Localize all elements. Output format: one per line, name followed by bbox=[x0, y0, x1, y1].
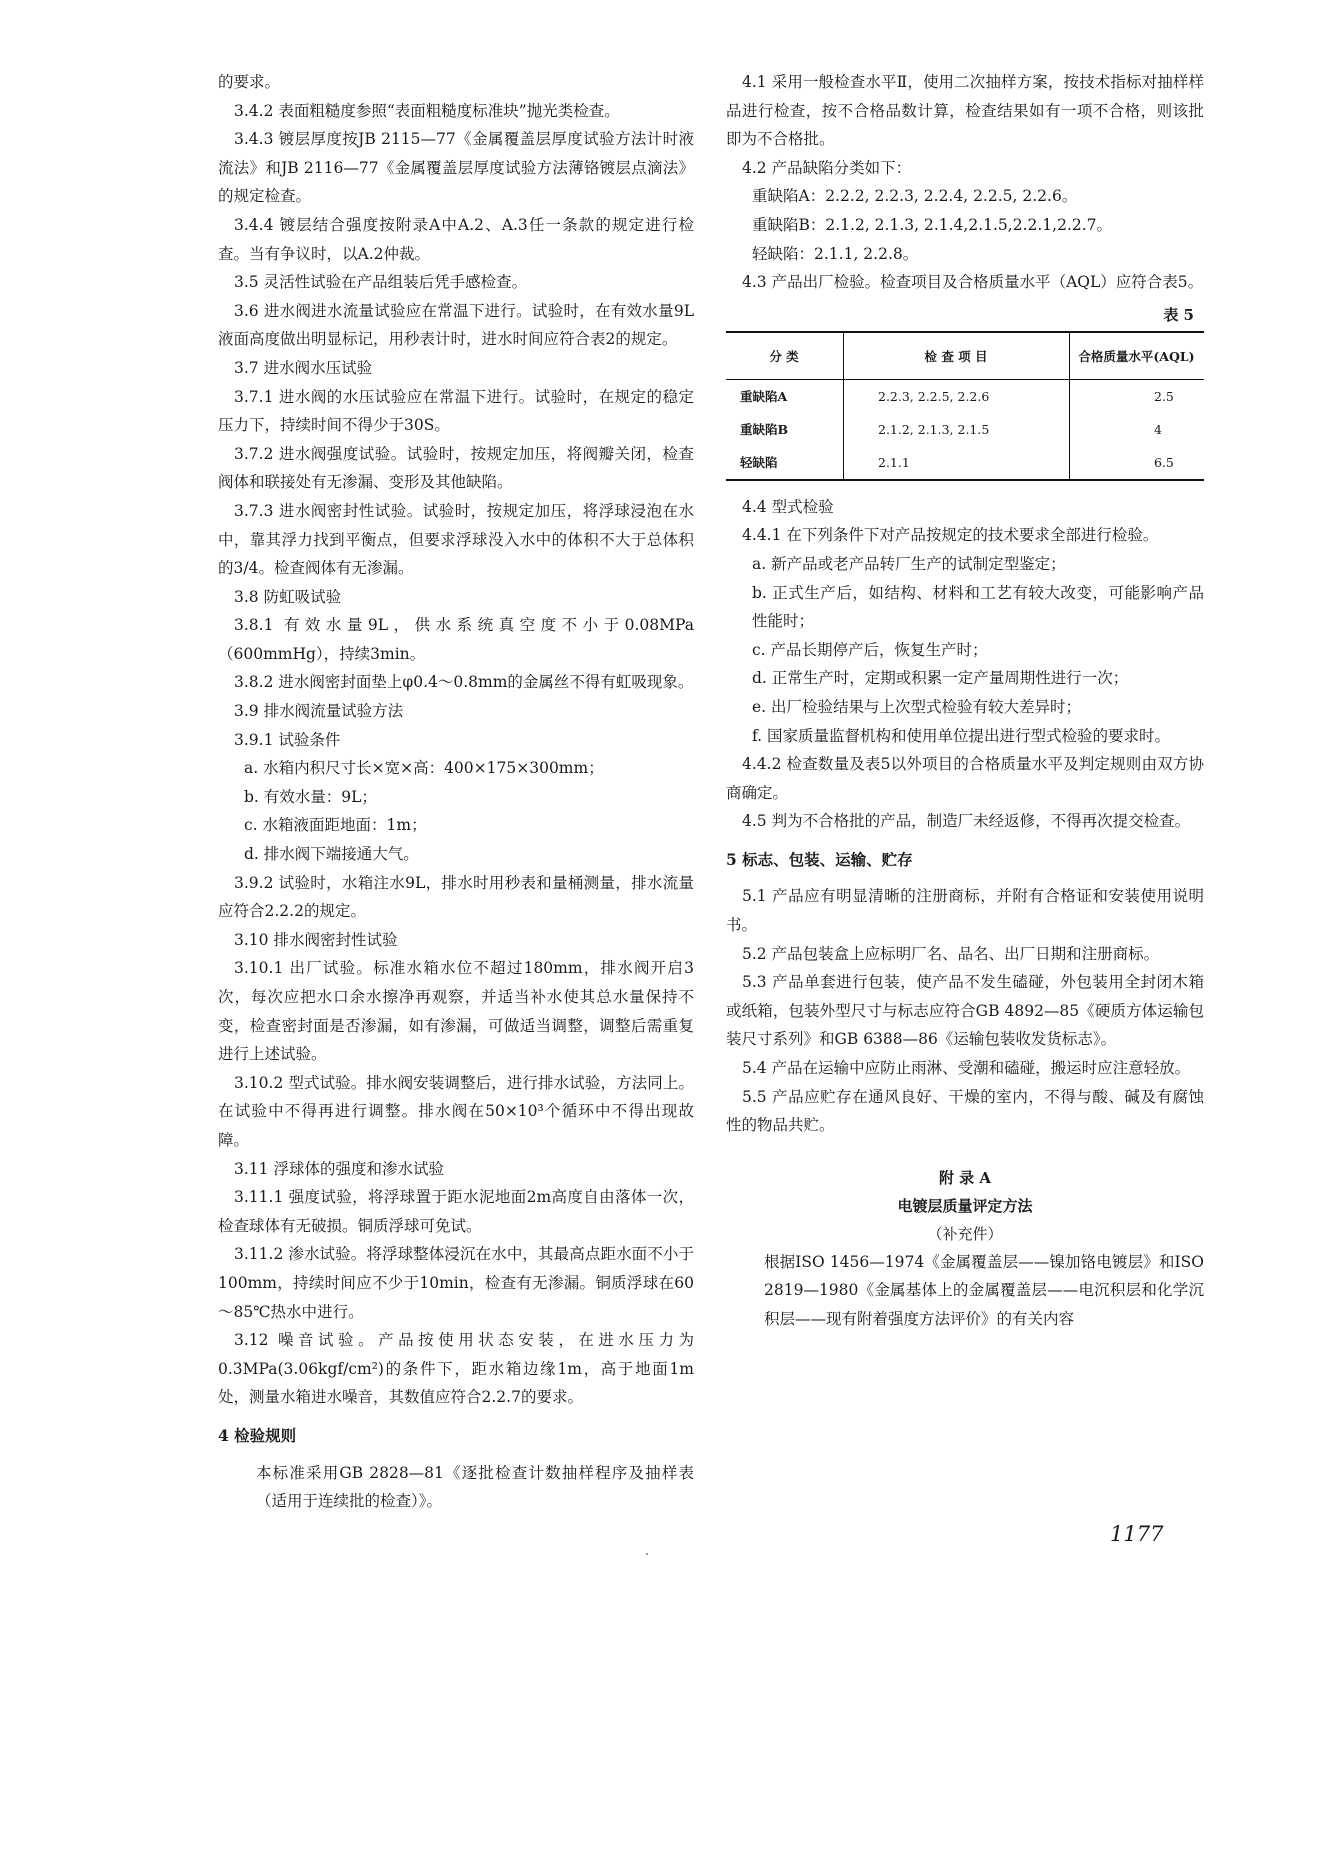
paragraph: 3.9.1 试验条件 bbox=[234, 730, 341, 749]
appendix-body: 根据ISO 1456—1974《金属覆盖层——镍加铬电镀层》和ISO 2819—1980《金属基体上的金属覆盖层——电沉积层和化学沉积层——现有附着强度方法评价》的有关内容 bbox=[764, 1252, 1204, 1328]
paragraph: 5.5 产品应贮存在通风良好、干燥的室内，不得与酸、碱及有腐蚀性的物品共贮。 bbox=[726, 1087, 1204, 1135]
table-cell: 6.5 bbox=[1070, 446, 1205, 480]
paragraph: 3.8.1 有效水量9L，供水系统真空度不小于0.08MPa（600mmHg），持续3min。 bbox=[218, 616, 694, 663]
paragraph: f. 国家质量监督机构和使用单位提出进行型式检验的要求时。 bbox=[752, 726, 1171, 745]
paragraph: 3.10.2 型式试验。排水阀安装调整后，进行排水试验，方法同上。在试验中不得再进行调整。排水阀在50×10³个循环中不得出现故障。 bbox=[218, 1073, 694, 1149]
paragraph: a. 新产品或老产品转厂生产的试制定型鉴定； bbox=[752, 554, 1066, 573]
table-row bbox=[726, 413, 1204, 446]
appendix-subtitle: （补充件） bbox=[927, 1224, 1003, 1243]
paragraph: b. 正式生产后，如结构、材料和工艺有较大改变，可能影响产品性能时； bbox=[752, 583, 1204, 631]
paragraph: 3.9 排水阀流量试验方法 bbox=[234, 702, 404, 721]
section-heading: 5 标志、包装、运输、贮存 bbox=[726, 849, 913, 869]
scan-speck bbox=[646, 1553, 648, 1555]
table-row bbox=[726, 446, 1204, 480]
paragraph: 3.11 浮球体的强度和渗水试验 bbox=[234, 1159, 444, 1178]
paragraph: 5.4 产品在运输中应防止雨淋、受潮和磕碰，搬运时应注意轻放。 bbox=[742, 1059, 1191, 1078]
table5 bbox=[726, 331, 1204, 481]
paragraph: 3.6 进水阀进水流量试验应在常温下进行。试验时，在有效水量9L液面高度做出明显标记，用秒表计时，进水时间应符合表2的规定。 bbox=[218, 301, 694, 349]
table5-caption: 表 5 bbox=[1163, 305, 1194, 324]
paragraph: 3.11.1 强度试验，将浮球置于距水泥地面2m高度自由落体一次，检查球体有无破损。铜质浮球可免试。 bbox=[218, 1188, 694, 1235]
left-column bbox=[218, 68, 694, 1516]
paragraph: 4.5 判为不合格批的产品，制造厂未经返修，不得再次提交检查。 bbox=[742, 812, 1191, 831]
table-cell: 重缺陷B bbox=[726, 413, 844, 446]
paragraph: 重缺陷B：2.1.2, 2.1.3, 2.1.4,2.1.5,2.2.1,2.2.7。 bbox=[752, 215, 1113, 234]
paragraph: 3.7 进水阀水压试验 bbox=[234, 358, 373, 377]
table-header-cell: 检 查 项 目 bbox=[844, 332, 1070, 380]
right-column bbox=[726, 68, 1204, 1334]
table-cell: 2.1.1 bbox=[844, 446, 1070, 480]
paragraph: 重缺陷A：2.2.2, 2.2.3, 2.2.4, 2.2.5, 2.2.6。 bbox=[752, 187, 1078, 206]
paragraph: a. 水箱内积尺寸长×宽×高：400×175×300mm； bbox=[244, 759, 604, 778]
paragraph: 3.4.2 表面粗糙度参照“表面粗糙度标准块”抛光类检查。 bbox=[234, 101, 620, 120]
appendix-title: 电镀层质量评定方法 bbox=[897, 1196, 1033, 1215]
appendix-label: 附 录 A bbox=[938, 1168, 992, 1187]
table-cell: 4 bbox=[1154, 421, 1162, 437]
paragraph: 3.5 灵活性试验在产品组装后凭手感检查。 bbox=[234, 273, 528, 292]
table-header-cell: 分 类 bbox=[726, 332, 844, 380]
paragraph: 3.7.1 进水阀的水压试验应在常温下进行。试验时，在规定的稳定压力下，持续时间不得少于30S。 bbox=[218, 387, 694, 435]
table-cell: 2.5 bbox=[1154, 388, 1174, 404]
paragraph: 轻缺陷：2.1.1, 2.2.8。 bbox=[752, 244, 919, 263]
table-cell: 2.1.2, 2.1.3, 2.1.5 bbox=[844, 413, 1070, 446]
table-header-cell: 合格质量水平(AQL) bbox=[1070, 332, 1205, 380]
page-number: 1177 bbox=[1110, 1522, 1164, 1546]
paragraph: 5.1 产品应有明显清晰的注册商标，并附有合格证和安装使用说明书。 bbox=[726, 887, 1204, 935]
table-row bbox=[726, 379, 1204, 413]
paragraph: 3.8 防虹吸试验 bbox=[234, 587, 342, 606]
paragraph: d. 排水阀下端接通大气。 bbox=[244, 845, 419, 864]
table-cell: 2.2.3, 2.2.5, 2.2.6 bbox=[844, 379, 1070, 413]
paragraph: 3.8.2 进水阀密封面垫上φ0.4～0.8mm的金属丝不得有虹吸现象。 bbox=[234, 673, 694, 692]
paragraph: 4.4.1 在下列条件下对产品按规定的技术要求全部进行检验。 bbox=[742, 526, 1159, 545]
paragraph: 5.2 产品包装盒上应标明厂名、品名、出厂日期和注册商标。 bbox=[742, 944, 1160, 963]
paragraph: c. 产品长期停产后，恢复生产时； bbox=[752, 640, 988, 659]
paragraph: 4.3 产品出厂检验。检查项目及合格质量水平（AQL）应符合表5。 bbox=[742, 273, 1204, 292]
paragraph: 4.1 采用一般检查水平Ⅱ，使用二次抽样方案，按技术指标对抽样样品进行检查，按不合格品数计算，检查结果如有一项不合格，则该批即为不合格批。 bbox=[726, 73, 1204, 149]
right-column-bottom bbox=[726, 493, 1204, 1140]
paragraph: 5.3 产品单套进行包装，使产品不发生磕碰，外包装用全封闭木箱或纸箱，包装外型尺寸与标志应符合GB 4892—85《硬质方体运输包装尺寸系列》和GB 6388—86《运输包装收发货标志》。 bbox=[726, 973, 1204, 1049]
paragraph: 3.4.3 镀层厚度按JB 2115—77《金属覆盖层厚度试验方法计时液流法》和JB 2116—77《金属覆盖层厚度试验方法薄铬镀层点滴法》的规定检查。 bbox=[218, 130, 694, 206]
table-cell: 轻缺陷 bbox=[726, 446, 844, 480]
paragraph: 4.4 型式检验 bbox=[742, 497, 834, 516]
paragraph: 3.11.2 渗水试验。将浮球整体浸沉在水中，其最高点距水面不小于100mm，持续时间应不少于10min，检查有无渗漏。铜质浮球在60～85℃热水中进行。 bbox=[218, 1245, 694, 1321]
paragraph: 本标准采用GB 2828—81《逐批检查计数抽样程序及抽样表（适用于连续批的检查）》。 bbox=[256, 1463, 694, 1511]
paragraph: b. 有效水量：9L； bbox=[244, 787, 377, 806]
paragraph: 3.4.4 镀层结合强度按附录A中A.2、A.3任一条款的规定进行检查。当有争议时，以A.2仲裁。 bbox=[218, 215, 694, 263]
paragraph: c. 水箱液面距地面：1m； bbox=[244, 816, 427, 835]
paragraph: 3.12 噪音试验。产品按使用状态安装，在进水压力为0.3MPa(3.06kgf/cm²)的条件下，距水箱边缘1m，高于地面1m处，测量水箱进水噪音，其数值应符合2.2.7的要求。 bbox=[218, 1331, 694, 1407]
paragraph: 3.10 排水阀密封性试验 bbox=[234, 930, 398, 949]
paragraph: 的要求。 bbox=[218, 73, 281, 91]
section-heading: 4 检验规则 bbox=[218, 1425, 297, 1445]
table-cell: 重缺陷A bbox=[726, 379, 844, 413]
paragraph: e. 出厂检验结果与上次型式检验有较大差异时； bbox=[752, 697, 1082, 716]
paragraph: 4.4.2 检查数量及表5以外项目的合格质量水平及判定规则由双方协商确定。 bbox=[726, 755, 1204, 802]
paragraph: 3.7.3 进水阀密封性试验。试验时，按规定加压，将浮球浸泡在水中，靠其浮力找到平衡点，但要求浮球没入水中的体积不大于总体积的3/4。检查阀体有无渗漏。 bbox=[218, 501, 694, 578]
right-column-top bbox=[726, 68, 1204, 297]
paragraph: 4.2 产品缺陷分类如下： bbox=[742, 158, 912, 177]
paragraph: 3.9.2 试验时，水箱注水9L，排水时用秒表和量桶测量，排水流量应符合2.2.2的规定。 bbox=[218, 873, 694, 921]
paragraph: 3.10.1 出厂试验。标准水箱水位不超过180mm，排水阀开启3次，每次应把水口余水擦净再观察，并适当补水使其总水量保持不变，检查密封面是否渗漏，如有渗漏，可做适当调整，调整后需重复进行上述试验。 bbox=[218, 959, 694, 1064]
paragraph: d. 正常生产时，定期或积累一定产量周期性进行一次； bbox=[752, 669, 1129, 688]
paragraph: 3.7.2 进水阀强度试验。试验时，按规定加压，将阀瓣关闭，检查阀体和联接处有无渗漏、变形及其他缺陷。 bbox=[218, 444, 694, 492]
table-header-row bbox=[726, 332, 1204, 380]
